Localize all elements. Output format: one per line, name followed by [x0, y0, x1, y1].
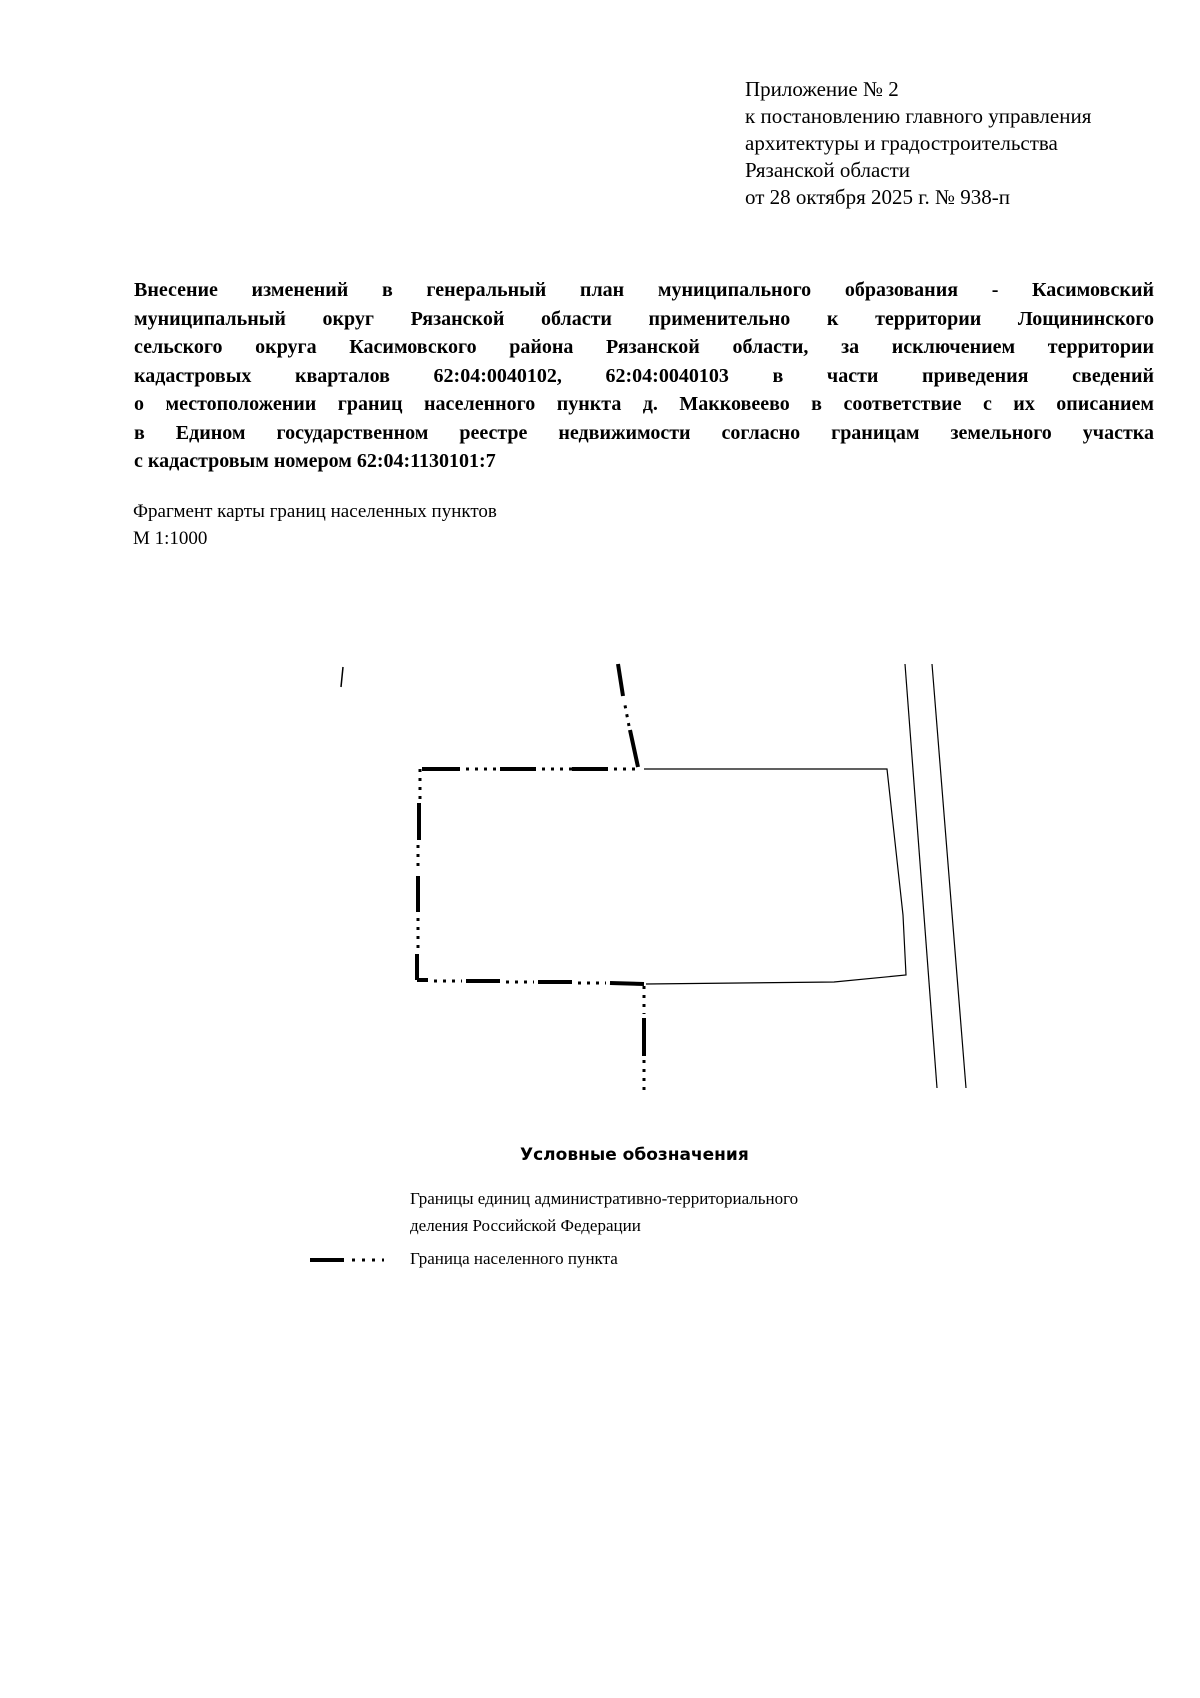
road-line — [905, 664, 937, 1088]
boundary-dash — [610, 983, 644, 984]
title-line: о местоположении границ населенного пункта д. Макковеево в соответствие с их описанием — [134, 393, 1154, 415]
appendix-line: Рязанской области — [745, 158, 911, 182]
land-parcel-outline — [644, 769, 906, 984]
appendix-line: Приложение № 2 — [745, 77, 899, 101]
boundary-dash — [618, 664, 623, 696]
title-line: в Едином государственном реестре недвижимости согласно границам земельного участка — [134, 421, 1154, 444]
boundary-dash — [630, 730, 638, 767]
fragment-caption: Фрагмент карты границ населенных пунктов — [133, 501, 497, 522]
appendix-line: архитектуры и градостроительства — [745, 131, 1058, 155]
legend-admin-line: Границы единиц административно-территориального — [410, 1189, 799, 1208]
legend-admin-line: деления Российской Федерации — [410, 1216, 641, 1235]
title-line: с кадастровым номером 62:04:1130101:7 — [134, 450, 496, 472]
legend-title: Условные обозначения — [520, 1145, 749, 1165]
appendix-line: к постановлению главного управления — [745, 104, 1092, 128]
map-scale: М 1:1000 — [133, 528, 208, 549]
boundary-dots — [624, 700, 629, 726]
road-line — [932, 664, 966, 1088]
title-line: Внесение изменений в генеральный план муниципального образования - Касимовский — [134, 279, 1154, 301]
title-line: сельского округа Касимовского района Рязанской области, за исключением территории — [134, 336, 1154, 358]
appendix-header — [745, 76, 1165, 211]
settlement-boundary — [417, 664, 644, 1090]
document-title — [134, 276, 1154, 476]
title-line: муниципальный округ Рязанской области применительно к территории Лощининского — [134, 307, 1154, 330]
map-fragment-caption — [133, 498, 497, 552]
title-line: кадастровых кварталов 62:04:0040102, 62:04:0040103 в части приведения сведений — [134, 364, 1154, 387]
legend-settlement-boundary: Граница населенного пункта — [410, 1249, 618, 1268]
appendix-line: от 28 октября 2025 г. № 938-п — [745, 185, 1010, 209]
map-stray-mark — [341, 667, 343, 687]
legend-admin-boundary — [410, 1185, 910, 1239]
